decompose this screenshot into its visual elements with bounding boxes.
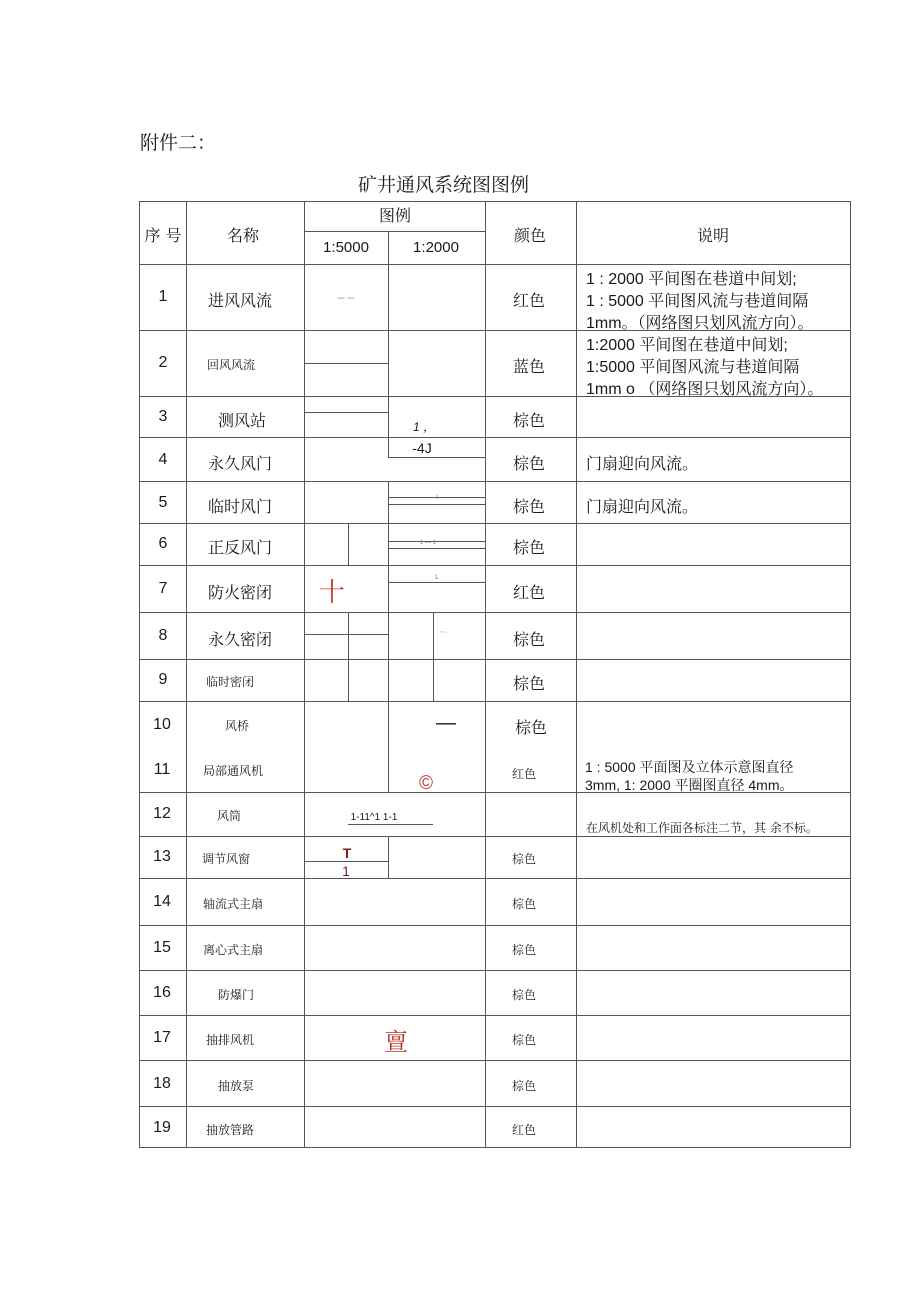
return-air-symbol [304, 363, 388, 364]
row-no: 4 [158, 451, 168, 468]
header-no: 序 号 [144, 226, 182, 245]
header-scale-2000: 1:2000 [413, 239, 459, 256]
row-note-line: 1 : 5000 平间图风流与巷道间隔 [586, 293, 809, 310]
fire-seal-symbol-5000: 十 [318, 578, 346, 608]
row-line [139, 481, 851, 482]
row-no: 5 [158, 494, 168, 511]
header-color: 颜色 [513, 226, 547, 245]
header-name: 名称 [226, 226, 260, 245]
row-symbol: 1 — 1 [419, 540, 437, 546]
row-note-line: 1 : 5000 平面图及立体示意图直径 [585, 759, 794, 775]
row-name: 回风风流 [206, 358, 256, 372]
col-divider [304, 201, 305, 1148]
header-note: 说明 [696, 226, 730, 245]
attachment-label: 附件二： [140, 132, 217, 154]
row-symbol: 1 ， [412, 420, 436, 434]
extraction-fan-symbol: 亶 [384, 1028, 408, 1056]
row-no: 1 [158, 288, 168, 305]
row-color: 棕色 [511, 988, 537, 1002]
row-symbol: — [436, 712, 456, 734]
row-name: 轴流式主扇 [202, 897, 264, 911]
row-no: 17 [153, 1029, 171, 1046]
regulator-symbol-top: T [342, 845, 352, 861]
row-color: 棕色 [512, 497, 546, 516]
header-scale-5000: 1:5000 [323, 239, 369, 256]
row-no: 6 [158, 535, 168, 552]
legend-symbol-stroke [348, 612, 349, 701]
legend-symbol-stroke [348, 523, 349, 565]
row-line [139, 970, 851, 971]
row-line [139, 878, 851, 879]
local-fan-symbol: © [419, 773, 433, 794]
station-symbol [304, 412, 388, 413]
reverse-door-symbol [388, 541, 485, 542]
row-symbol: ~~ [439, 630, 447, 636]
row-line [139, 523, 851, 524]
row-no: 19 [153, 1119, 171, 1136]
row-symbol: – – [337, 290, 355, 304]
row-color: 红色 [512, 291, 546, 310]
row-name: 临时风门 [207, 497, 273, 516]
row-line [139, 612, 851, 613]
row-name: 正反风门 [207, 538, 273, 557]
row-name: 风筒 [216, 809, 242, 823]
col-divider [485, 201, 486, 1148]
row-no: 14 [153, 893, 171, 910]
row-line [139, 1015, 851, 1016]
row-no: 16 [153, 984, 171, 1001]
reverse-door-symbol [388, 548, 485, 549]
row-name: 防火密闭 [207, 583, 273, 602]
legend-symbol-stroke [388, 565, 389, 612]
row-no: 2 [158, 354, 168, 371]
table-border-right [850, 201, 851, 1148]
row-note: 门扇迎向风流。 [586, 454, 699, 473]
legend-symbol-stroke [388, 523, 389, 565]
row-line [139, 264, 851, 265]
row-color: 红色 [511, 1123, 537, 1137]
legend-symbol-stroke [388, 264, 389, 396]
table-border-left [139, 201, 140, 1148]
row-line [139, 1060, 851, 1061]
scale-divider [388, 231, 389, 265]
row-name: 临时密闭 [205, 675, 255, 689]
legend-symbol-stroke [433, 612, 434, 701]
row-note-line: 1mm。（网络图只划风流方向）。 [586, 315, 814, 332]
row-line [139, 201, 851, 202]
row-note-line: 1:2000 平间图在巷道中间划; [586, 337, 788, 354]
row-color: 红色 [511, 767, 537, 781]
row-name: 进风风流 [207, 291, 273, 310]
row-color: 棕色 [512, 411, 546, 430]
row-no: 18 [153, 1075, 171, 1092]
legend-subheader-line [304, 231, 486, 232]
row-note-line: 1mm o （网络图只划风流方向）。 [586, 381, 824, 398]
row-note-line: 3mm, 1: 2000 平圈图直径 4mm。 [585, 777, 794, 793]
legend-symbol-stroke [388, 836, 389, 878]
row-line [139, 701, 851, 702]
row-name: 测风站 [217, 411, 267, 430]
row-note-line: 1:5000 平间图风流与巷道间隔 [586, 359, 800, 376]
row-color: 棕色 [511, 1079, 537, 1093]
col-divider [186, 201, 187, 1148]
row-symbol: L [435, 575, 439, 581]
fire-seal-symbol [388, 582, 485, 583]
row-line [139, 925, 851, 926]
row-symbol: I [436, 495, 438, 501]
legend-symbol-stroke [388, 437, 389, 457]
row-name: 调节风窗 [201, 852, 251, 866]
row-color: 棕色 [511, 1033, 537, 1047]
row-no: 13 [153, 848, 171, 865]
legend-symbol-stroke [388, 396, 389, 438]
row-name: 离心式主扇 [202, 943, 264, 957]
row-line [139, 1147, 851, 1148]
duct-symbol [348, 824, 433, 825]
row-color: 棕色 [512, 630, 546, 649]
row-color: 蓝色 [512, 357, 546, 376]
row-note: 在风机处和工作面各标注二节，其 余不标。 [586, 821, 818, 835]
document-title: 矿井通风系统图图例 [358, 174, 530, 196]
row-color: 棕色 [514, 718, 548, 737]
row-name: 永久风门 [207, 454, 273, 473]
row-color: 棕色 [512, 538, 546, 557]
header-legend: 图例 [378, 206, 412, 225]
col-divider [576, 201, 577, 1148]
legend-symbol-stroke [388, 481, 389, 523]
row-no: 9 [158, 671, 168, 688]
row-note: 门扇迎向风流。 [586, 497, 699, 516]
row-no: 3 [158, 408, 168, 425]
row-name: 抽放泵 [217, 1079, 255, 1093]
row-color: 红色 [512, 583, 546, 602]
row-name: 抽排风机 [205, 1033, 255, 1047]
temp-door-symbol [388, 504, 485, 505]
row-color: 棕色 [512, 454, 546, 473]
row-color: 棕色 [512, 674, 546, 693]
row-no: 7 [158, 580, 168, 597]
row-line [139, 1106, 851, 1107]
row-name: 防爆门 [217, 988, 255, 1002]
regulator-symbol-bottom: 1 [342, 863, 350, 879]
row-no: 10 [153, 716, 171, 733]
seal-symbol [304, 634, 388, 635]
row-name: 局部通风机 [202, 764, 264, 778]
row-name: 永久密闭 [207, 630, 273, 649]
row-no: 12 [153, 805, 171, 822]
row-no: 15 [153, 939, 171, 956]
regulator-symbol [304, 861, 388, 862]
row-no: 11 [153, 761, 171, 778]
row-no: 8 [158, 627, 168, 644]
row-name: 抽放管路 [205, 1123, 255, 1137]
row-symbol: -4J [412, 440, 432, 456]
row-line [139, 437, 851, 438]
row-line [139, 565, 851, 566]
row-line [139, 836, 851, 837]
row-line [139, 659, 851, 660]
legend-symbol-stroke [388, 612, 389, 792]
door-symbol [388, 457, 485, 458]
row-color: 棕色 [511, 943, 537, 957]
row-color: 棕色 [511, 897, 537, 911]
row-name: 风桥 [224, 719, 250, 733]
row-note-line: 1 : 2000 平间图在巷道中间划; [586, 271, 797, 288]
row-color: 棕色 [511, 852, 537, 866]
duct-symbol-label: 1-11^1 1-1 [350, 812, 398, 823]
